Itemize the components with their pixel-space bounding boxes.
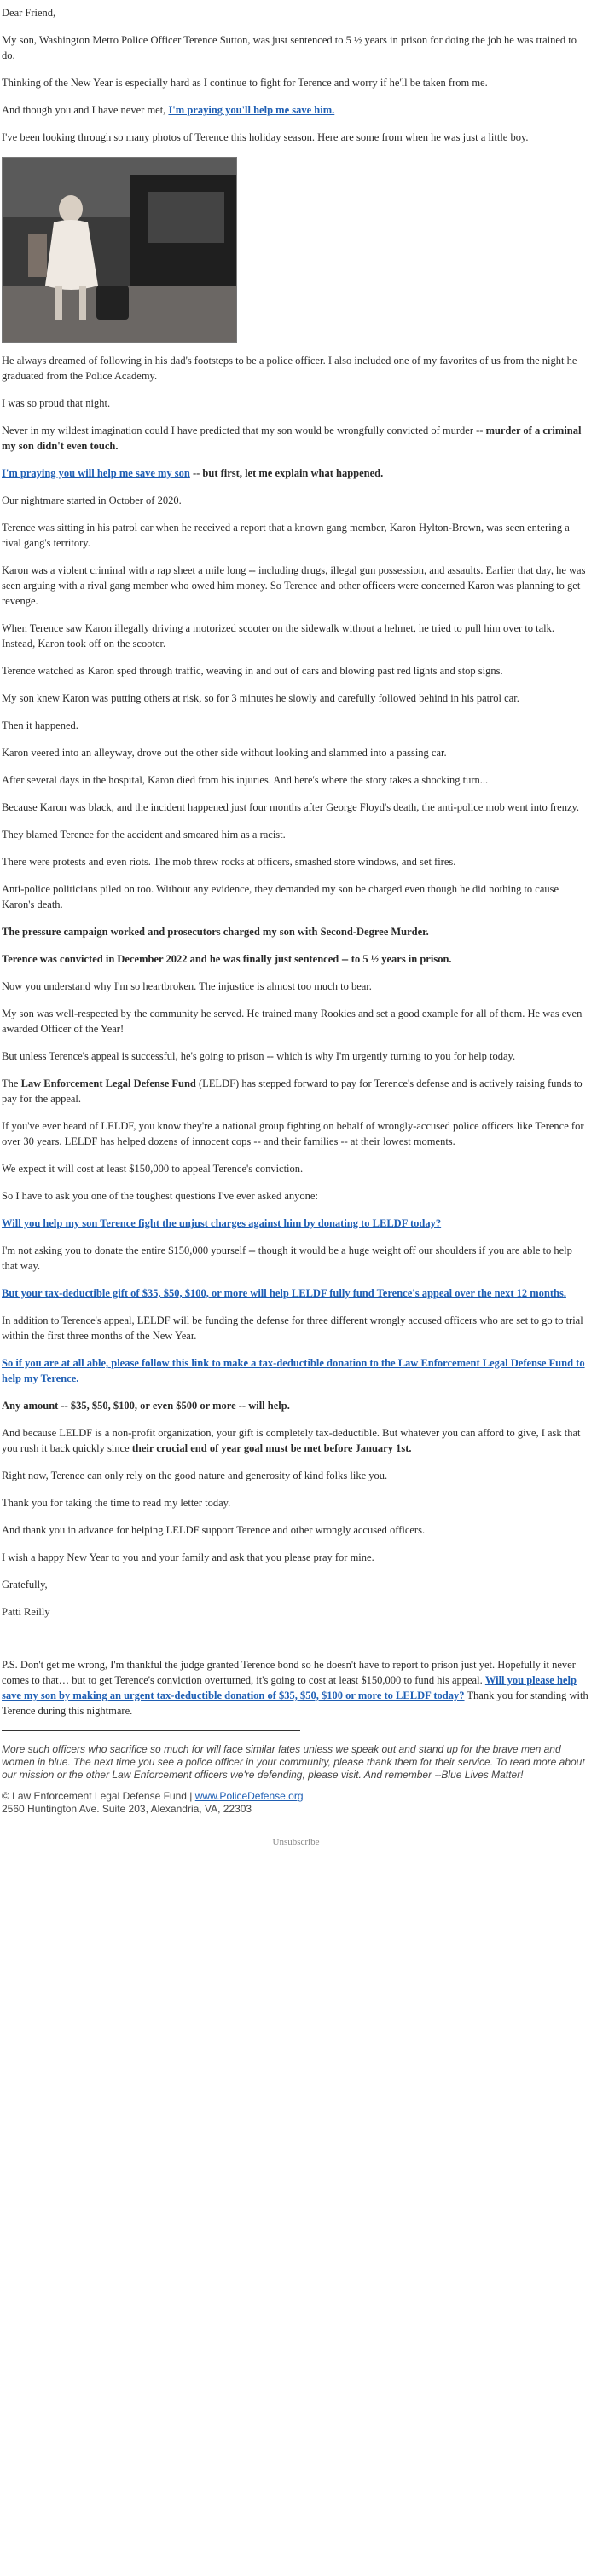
paragraph bbox=[2, 1285, 590, 1301]
paragraph: If you've ever heard of LELDF, you know they're a national group fighting on behalf of wrongly-accused police officers like Terence for over 30 years. LELDF has helped dozens of innocent cops -- and their families -- at their lowest moments. bbox=[2, 1120, 584, 1147]
paragraph bbox=[2, 951, 590, 967]
paragraph: Terence watched as Karon sped through traffic, weaving in and out of cars and blowing past red lights and stop signs. bbox=[2, 665, 503, 677]
postscript bbox=[2, 1657, 590, 1718]
paragraph-text: Never in my wildest imagination could I have predicted that my son would be wrongfully convicted of murder -- bbox=[2, 425, 486, 436]
paragraph: He always dreamed of following in his dad's footsteps to be a police officer. I also included one of my favorites of us from the night he graduated from the Police Academy. bbox=[2, 355, 577, 382]
paragraph bbox=[2, 1425, 590, 1456]
paragraph-text: P.S. Don't get me wrong, I'm thankful the judge granted Terence bond so he doesn't have to report to prison just yet. Hopefully it never comes to that… but to get Terence's conviction overturned, it's going to cost at least $150,000 to fund his appeal. bbox=[2, 1659, 576, 1686]
paragraph-text: Thank you for standing with Terence during this nightmare. bbox=[2, 1689, 588, 1717]
paragraph: Because Karon was black, and the incident happened just four months after George Floyd's death, the anti-police mob went into frenzy. bbox=[2, 801, 580, 813]
paragraph: Thank you for taking the time to read my letter today. bbox=[2, 1497, 231, 1509]
footer-copyright bbox=[2, 1790, 590, 1803]
paragraph: My son was well-respected by the community he served. He trained many Rookies and set a good example for all of them. He was even awarded Officer of the Year! bbox=[2, 1008, 583, 1035]
footer-note: More such officers who sacrifice so much for will face similar fates unless we speak out and stand up for the brave men and women in blue. The next time you see a police officer in your community, please thank them for their service. To read more about our mission or the other Law Enforcement officers we're defending, please visit. And remember --Blue Lives Matter! bbox=[2, 1743, 585, 1781]
paragraph: When Terence saw Karon illegally driving a motorized scooter on the sidewalk without a helmet, he tried to pull him over to talk. Instead, Karon took off on the scooter. bbox=[2, 622, 555, 650]
paragraph: In addition to Terence's appeal, LELDF will be funding the defense for three different wrongly accused officers who are set to go to trial within the first three months of the New Year. bbox=[2, 1314, 583, 1342]
greeting: Dear Friend, bbox=[2, 7, 56, 19]
donate-link[interactable]: I'm praying you'll help me save him. bbox=[168, 104, 335, 116]
website-link[interactable]: www.PoliceDefense.org bbox=[194, 1790, 304, 1802]
paragraph bbox=[2, 924, 590, 939]
donate-link[interactable]: I'm praying you will help me save my son bbox=[2, 467, 190, 479]
paragraph: After several days in the hospital, Karon died from his injuries. And here's where the story takes a shocking turn... bbox=[2, 774, 489, 786]
paragraph: They blamed Terence for the accident and smeared him as a racist. bbox=[2, 829, 286, 840]
paragraph: Then it happened. bbox=[2, 719, 78, 731]
paragraph bbox=[2, 1398, 590, 1413]
copyright-text: © Law Enforcement Legal Defense Fund | bbox=[2, 1790, 195, 1802]
paragraph-text: (LELDF) has stepped forward to pay for Terence's defense and is actively raising funds to pay for the appeal. bbox=[2, 1077, 583, 1105]
paragraph: Right now, Terence can only rely on the good nature and generosity of kind folks like you. bbox=[2, 1470, 388, 1481]
paragraph-text: And because LELDF is a non-profit organization, your gift is completely tax-deductible. But whatever you can afford to give, I ask that you rush it back quickly since bbox=[2, 1427, 581, 1454]
paragraph: Karon veered into an alleyway, drove out the other side without looking and slammed into a passing car. bbox=[2, 747, 447, 759]
paragraph: I was so proud that night. bbox=[2, 397, 111, 409]
emphasis-text: Terence was convicted in December 2022 and he was finally just sentenced -- to 5 ½ years in prison. bbox=[2, 953, 452, 965]
paragraph: But unless Terence's appeal is successful, he's going to prison -- which is why I'm urgently turning to you for help today. bbox=[2, 1050, 516, 1062]
paragraph bbox=[2, 102, 590, 118]
spacer bbox=[2, 1632, 590, 1657]
photo-illustration bbox=[3, 158, 236, 342]
closing: Gratefully, bbox=[2, 1579, 48, 1591]
paragraph bbox=[2, 1216, 590, 1231]
paragraph bbox=[2, 1076, 590, 1106]
family-photo bbox=[2, 157, 237, 343]
paragraph: I wish a happy New Year to you and your family and ask that you please pray for mine. bbox=[2, 1551, 374, 1563]
divider bbox=[2, 1730, 300, 1731]
footer-address: 2560 Huntington Ave. Suite 203, Alexandria, VA, 22303 bbox=[2, 1803, 252, 1815]
paragraph: My son, Washington Metro Police Officer Terence Sutton, was just sentenced to 5 ½ years in prison for doing the job he was trained to do. bbox=[2, 34, 577, 61]
org-name: Law Enforcement Legal Defense Fund bbox=[20, 1077, 196, 1089]
donate-link[interactable]: But your tax-deductible gift of $35, $50, $100, or more will help LELDF fully fund Terence's appeal over the next 12 months. bbox=[2, 1287, 566, 1299]
emphasis-text: Any amount -- $35, $50, $100, or even $500 or more -- will help. bbox=[2, 1400, 290, 1412]
emphasis-text: The pressure campaign worked and prosecutors charged my son with Second-Degree Murder. bbox=[2, 926, 429, 938]
paragraph: Anti-police politicians piled on too. Without any evidence, they demanded my son be charged even though he did nothing to cause Karon's death. bbox=[2, 883, 559, 910]
paragraph: And thank you in advance for helping LELDF support Terence and other wrongly accused officers. bbox=[2, 1524, 426, 1536]
signature: Patti Reilly bbox=[2, 1606, 50, 1618]
paragraph: I've been looking through so many photos of Terence this holiday season. Here are some from when he was just a little boy. bbox=[2, 131, 529, 143]
paragraph: There were protests and even riots. The mob threw rocks at officers, smashed store windows, and set fires. bbox=[2, 856, 456, 868]
emphasis-text: -- but first, let me explain what happened. bbox=[189, 467, 384, 479]
paragraph: Terence was sitting in his patrol car when he received a report that a known gang member, Karon Hylton-Brown, was seen entering a rival gang's territory. bbox=[2, 522, 570, 549]
paragraph: I'm not asking you to donate the entire $150,000 yourself -- though it would be a huge weight off our shoulders if you are able to help that way. bbox=[2, 1245, 572, 1272]
donate-link[interactable]: Will you help my son Terence fight the unjust charges against him by donating to LELDF today? bbox=[2, 1217, 442, 1229]
paragraph: Now you understand why I'm so heartbroken. The injustice is almost too much to bear. bbox=[2, 980, 372, 992]
paragraph: Karon was a violent criminal with a rap sheet a mile long -- including drugs, illegal gun possession, and assaults. Earlier that day, he was seen arguing with a rival gang member who owed him money. So Terence and other officers were concerned Karon was planning to get revenge. bbox=[2, 564, 586, 607]
donate-link[interactable]: Will you please help save my son by making an urgent tax-deductible donation of $35, $50, $100 or more to LELDF today? bbox=[2, 1674, 577, 1701]
paragraph bbox=[2, 423, 590, 453]
paragraph: Our nightmare started in October of 2020. bbox=[2, 494, 182, 506]
emphasis-text: murder of a criminal my son didn't even touch. bbox=[2, 425, 582, 452]
paragraph bbox=[2, 465, 590, 481]
donate-link[interactable]: So if you are at all able, please follow this link to make a tax-deductible donation to the Law Enforcement Legal Defense Fund to help my Terence. bbox=[2, 1357, 585, 1384]
paragraph: Thinking of the New Year is especially hard as I continue to fight for Terence and worry if he'll be taken from me. bbox=[2, 77, 488, 89]
paragraph-text: The bbox=[2, 1077, 21, 1089]
footer bbox=[2, 1743, 590, 1816]
unsubscribe-link[interactable]: Unsubscribe bbox=[272, 1837, 320, 1847]
emphasis-text: their crucial end of year goal must be met before January 1st. bbox=[131, 1442, 412, 1454]
paragraph bbox=[2, 1355, 590, 1386]
paragraph: My son knew Karon was putting others at risk, so for 3 minutes he slowly and carefully followed behind in his patrol car. bbox=[2, 692, 519, 704]
paragraph: We expect it will cost at least $150,000 to appeal Terence's conviction. bbox=[2, 1163, 304, 1175]
paragraph-text: And though you and I have never met, bbox=[2, 104, 169, 116]
paragraph: So I have to ask you one of the toughest questions I've ever asked anyone: bbox=[2, 1190, 318, 1202]
